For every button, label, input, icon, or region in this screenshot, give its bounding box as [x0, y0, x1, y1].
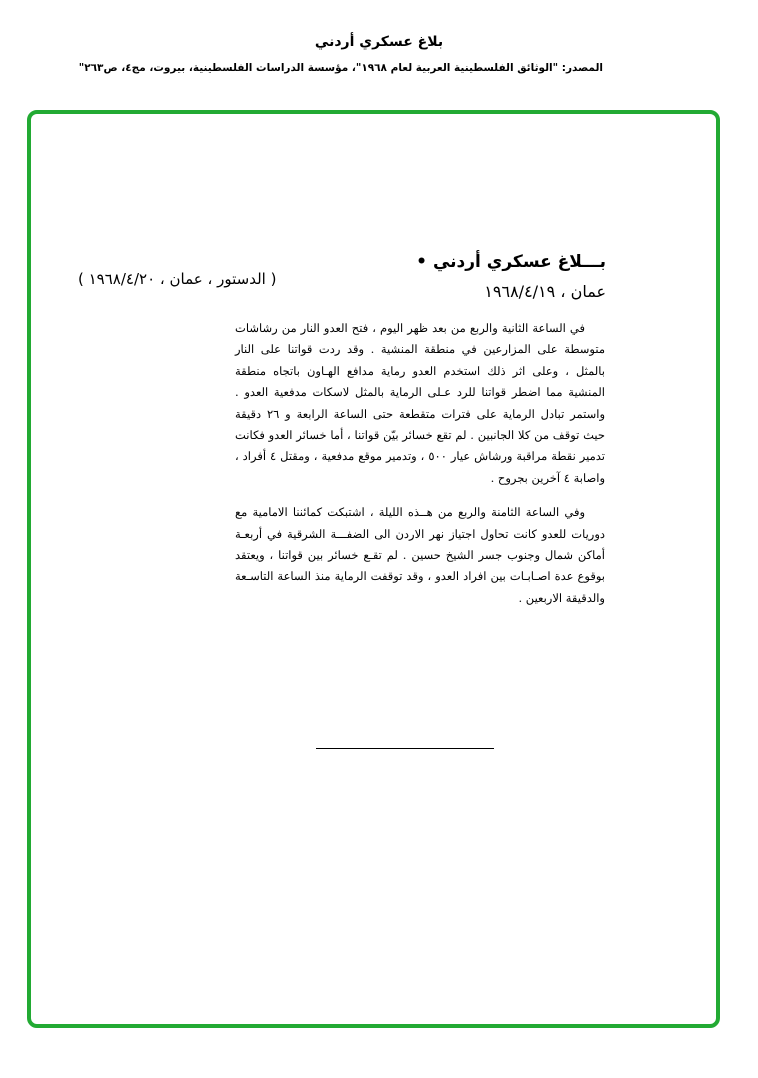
paragraph-2: وفي الساعة الثامنة والربع من هــذه الليلة ، اشتبكت كمائننا الامامية مع دوريات للعدو كانت تحاول اجتياز نهر الاردن الى الضفـــة الشرقية في أربعـة أماكن شمال وجنوب جسر الشيخ حسين . لم تقـع خسائر بين قواتنا ، ويعتقد بوقوع عدة اصـابـات بين افراد العدو ، وقد توقفت الرماية منذ الساعة التاسـعة والدقيقة الاربعين . — [235, 505, 605, 605]
communique-title: بـــلاغ عسكري أردني • — [416, 252, 606, 272]
newspaper-reference: ( الدستور ، عمان ، ١٩٦٨/٤/٢٠ ) — [78, 270, 277, 288]
page-header-title: بلاغ عسكري أردني — [314, 34, 444, 50]
communique-dateline: عمان ، ١٩٦٨/٤/١٩ — [484, 282, 606, 301]
communique-body — [235, 318, 605, 609]
closing-rule — [316, 748, 494, 749]
paragraph-1: في الساعة الثانية والربع من بعد ظهر اليوم ، فتح العدو النار من رشاشات متوسطة على المزارعين في منطقة المنشية . وقد ردت قواتنا على النار بالمثل ، وعلى اثر ذلك استخدم العدو رماية مدافع الهـاون باتجاه منطقة المنشية مما اضطر قواتنا للرد عـلى الرماية بالمثل لاسكات مدفعية العدو . واستمر تبادل الرماية على فترات متقطعة حتى الساعة الرابعة و ٢٦ دقيقة حيث توقف من كلا الجانبين . لم تقع خسائر بيّن قواتنا ، أما خسائر العدو فكانت تدمير نقطة مراقبة ورشاش عيار ٥٠٠ ، وتدمير موقع مدفعية ، ومقتل ٤ أفراد ، واصابة ٤ آخرين بجروح . — [235, 321, 605, 485]
source-citation: المصدر: "الوثائق الفلسطينية العربية لعام ١٩٦٨"، مؤسسة الدراسات الفلسطينية، بيروت، مج٤، ص٢٦٣" — [78, 62, 603, 74]
